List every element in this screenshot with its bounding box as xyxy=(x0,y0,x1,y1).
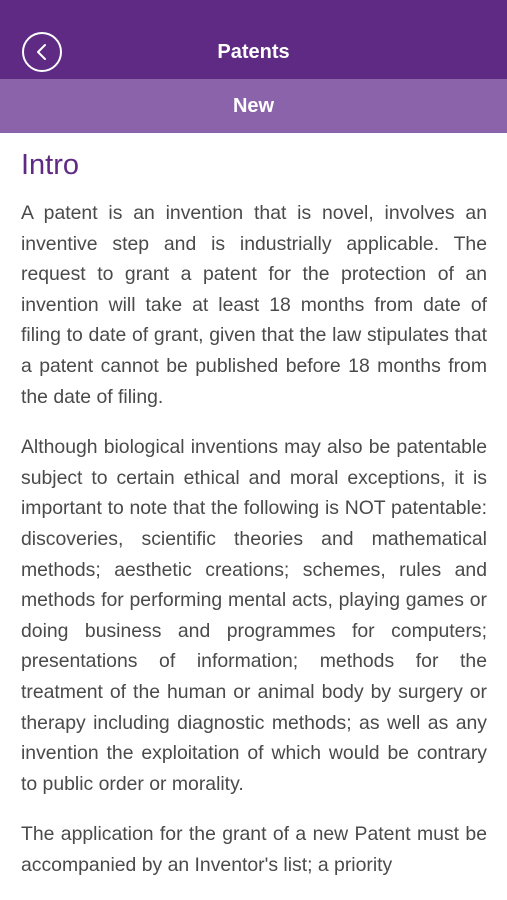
section-header-bar xyxy=(0,79,507,133)
paragraph-application: The application for the grant of a new Patent must be accompanied by an Inventor's list; a priority xyxy=(21,823,487,876)
paragraph-exceptions: Although biological inventions may also be patentable subject to certain ethical and moral exceptions, it is important to note that the following is NOT patentable: discoveries, scientific theories and mathematical methods; aesthetic creations; schemes, rules and methods for performing mental acts, playing games or doing business and programmes for computers; presentations of information; methods for the treatment of the human or animal body by surgery or therapy including diagnostic methods; as well as any invention the exploitation of which would be contrary to public order or morality. xyxy=(21,436,487,795)
navigation-bar xyxy=(0,0,507,79)
content-area xyxy=(21,133,487,880)
section-header-label: New xyxy=(232,94,275,117)
section-title: Intro xyxy=(21,149,80,181)
paragraph-intro: A patent is an invention that is novel, involves an inventive step and is industrially applicable. The request to grant a patent for the protection of an invention will take at least 18 months from date of filing to date of grant, given that the law stipulates that a patent cannot be published before 18 months from the date of filing. xyxy=(21,202,487,408)
page-title: Patents xyxy=(217,41,290,63)
